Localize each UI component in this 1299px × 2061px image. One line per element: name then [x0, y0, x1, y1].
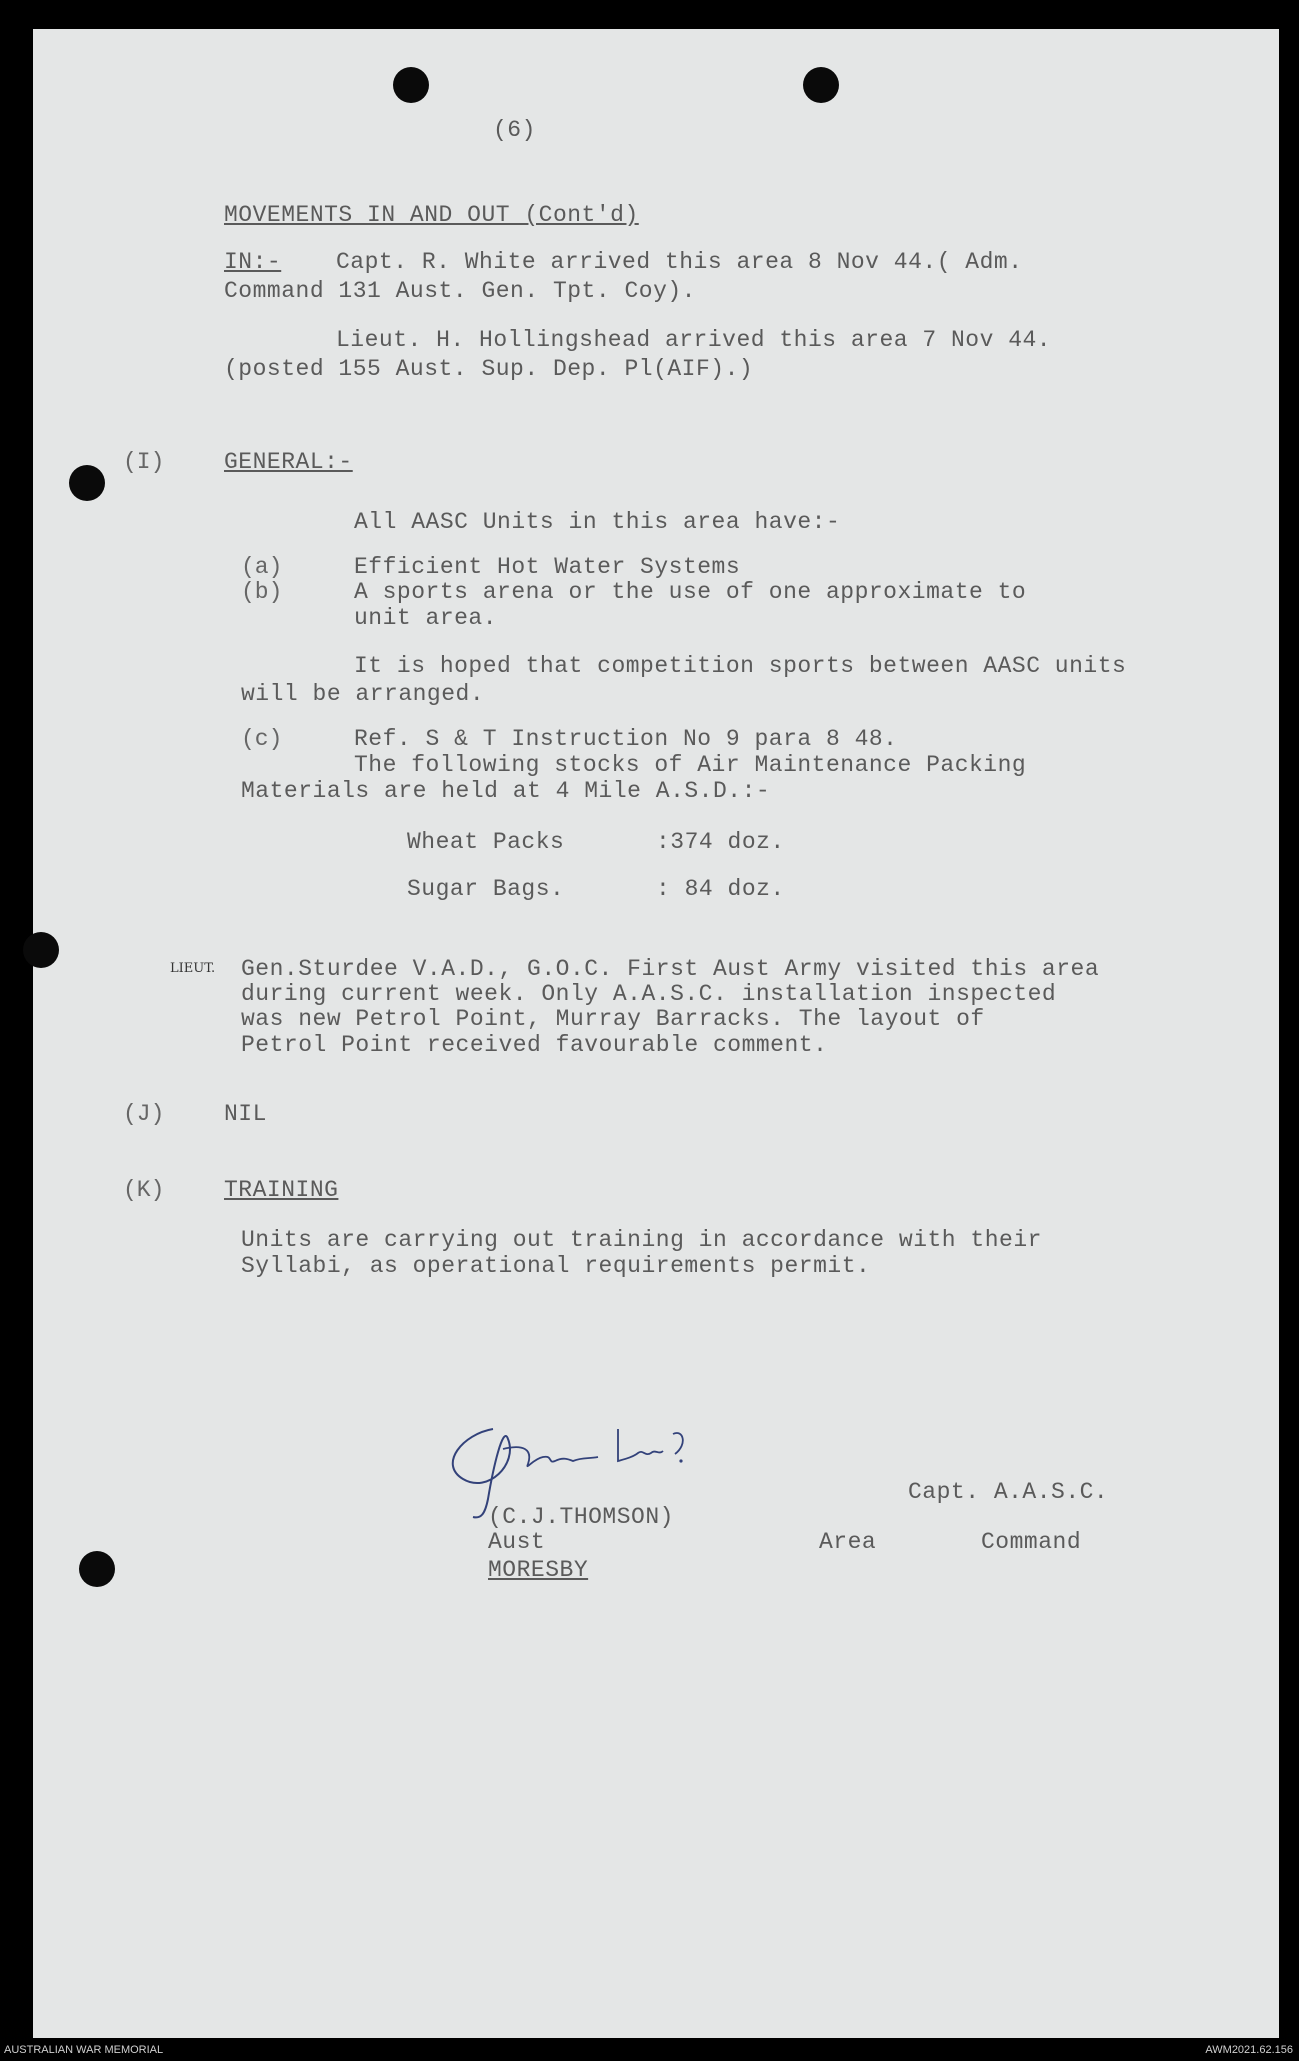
item-b-line1: A sports arena or the use of one approximate to — [354, 579, 1027, 605]
item-c-marker: (c) — [241, 726, 283, 752]
footer-bar — [0, 2040, 1299, 2061]
footer-archive-name: AUSTRALIAN WAR MEMORIAL — [4, 2044, 164, 2056]
punch-hole — [23, 932, 59, 968]
movements-p1-line1: Capt. R. White arrived this area 8 Nov 44.( Adm. — [336, 249, 1023, 275]
movements-p2-line1: Lieut. H. Hollingshead arrived this area 7 Nov 44. — [336, 327, 1052, 353]
signature-text — [453, 1404, 454, 1405]
visit-line1: Gen.Sturdee V.A.D., G.O.C. First Aust Army visited this area — [241, 956, 1100, 982]
training-line2: Syllabi, as operational requirements permit. — [241, 1253, 871, 1279]
training-heading: TRAINING — [224, 1177, 339, 1203]
item-b-marker: (b) — [241, 579, 283, 605]
document-page — [33, 29, 1279, 2038]
stock-item-wheat: Wheat Packs — [407, 829, 565, 855]
signature-location: MORESBY — [488, 1557, 589, 1583]
general-intro: All AASC Units in this area have:- — [354, 509, 841, 535]
stock-qty-sugar: : 84 doz. — [656, 876, 785, 902]
section-j-marker: (J) — [123, 1101, 165, 1127]
section-i-marker: (I) — [123, 449, 165, 475]
punch-hole — [393, 67, 429, 103]
punch-hole — [69, 465, 105, 501]
item-b-line2: unit area. — [354, 605, 498, 631]
section-k-marker: (K) — [123, 1177, 165, 1203]
stock-qty-wheat: :374 doz. — [656, 829, 785, 855]
footer-reference-id: AWM2021.62.156 — [1205, 2044, 1293, 2056]
section-j-text: NIL — [224, 1101, 267, 1127]
item-a-marker: (a) — [241, 554, 283, 580]
item-c-line3: Materials are held at 4 Mile A.S.D.:- — [241, 778, 771, 804]
item-c-line2: The following stocks of Air Maintenance Packing — [354, 752, 1027, 778]
movements-p1-line2: Command 131 Aust. Gen. Tpt. Coy). — [224, 278, 696, 304]
visit-line4: Petrol Point received favourable comment. — [241, 1032, 828, 1058]
movements-p2-line2: (posted 155 Aust. Sup. Dep. Pl(AIF).) — [224, 356, 754, 382]
general-heading: GENERAL:- — [224, 449, 353, 475]
movements-in-label: IN:- — [224, 249, 282, 275]
signature-aust: Aust — [488, 1529, 546, 1555]
movements-heading: MOVEMENTS IN AND OUT (Cont'd) — [224, 202, 639, 228]
training-line1: Units are carrying out training in accordance with their — [241, 1227, 1042, 1253]
stock-item-sugar: Sugar Bags. — [407, 876, 565, 902]
sports-line2: will be arranged. — [241, 681, 485, 707]
visit-line2: during current week. Only A.A.S.C. installation inspected — [241, 981, 1057, 1007]
page-number: (6) — [493, 117, 536, 143]
item-a-text: Efficient Hot Water Systems — [354, 554, 741, 580]
sports-line1: It is hoped that competition sports between AASC units — [354, 653, 1127, 679]
visit-line3: was new Petrol Point, Murray Barracks. The layout of — [241, 1006, 985, 1032]
punch-hole — [803, 67, 839, 103]
signature-name: (C.J.THOMSON) — [488, 1504, 674, 1530]
signature-command: Command — [981, 1529, 1082, 1555]
signature-area: Area — [819, 1529, 877, 1555]
signature-rank: Capt. A.A.S.C. — [908, 1479, 1109, 1505]
visit-prefix-handwritten: LIEUT. — [170, 961, 216, 976]
item-c-line1: Ref. S & T Instruction No 9 para 8 48. — [354, 726, 898, 752]
punch-hole — [79, 1551, 115, 1587]
